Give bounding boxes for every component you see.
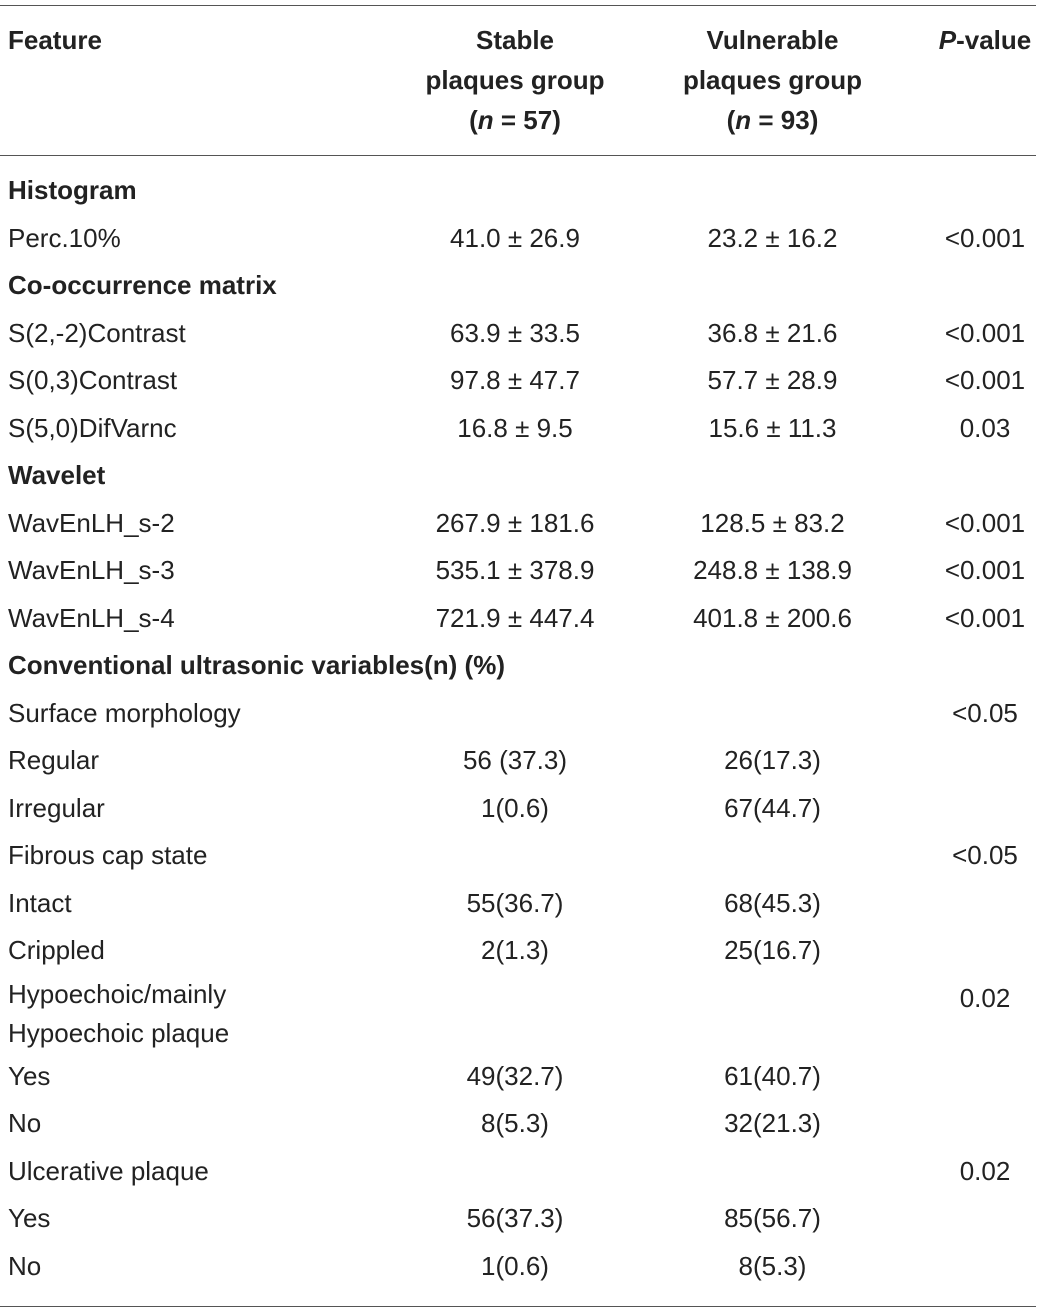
- row-label: Crippled: [8, 935, 105, 965]
- vulnerable-cell: 57.7 ± 28.9: [707, 365, 838, 395]
- row-label: Yes: [8, 1060, 51, 1091]
- p-value-cell: 0.02: [959, 1155, 1011, 1186]
- table-row: [0, 1195, 1042, 1243]
- header-stable-line2: plaques group: [425, 65, 605, 95]
- stable-cell: 56 (37.3): [462, 745, 568, 775]
- row-label: No: [8, 1250, 42, 1281]
- vulnerable-cell: 8(5.3): [738, 1250, 807, 1281]
- section-label: Co-occurrence matrix: [8, 270, 277, 300]
- table-row: [0, 310, 1042, 358]
- section-label: Wavelet: [8, 460, 106, 490]
- section-row: [0, 642, 1042, 690]
- stable-cell: 721.9 ± 447.4: [435, 602, 595, 633]
- row-label: WavEnLH_s-2: [8, 507, 175, 538]
- vulnerable-cell: 68(45.3): [724, 887, 821, 918]
- table-row: [0, 1100, 1042, 1148]
- table-row: [0, 1148, 1042, 1196]
- row-label: Perc.10%: [8, 222, 121, 253]
- p-value-cell: 0.03: [959, 412, 1011, 443]
- p-value-cell: <0.001: [944, 602, 1026, 633]
- header-vulnerable: [650, 20, 895, 140]
- stable-cell: 8(5.3): [481, 1108, 549, 1138]
- row-label: S(0,3)Contrast: [8, 365, 178, 395]
- header-vulnerable-line2: plaques group: [682, 65, 863, 95]
- section-row: [0, 167, 1042, 215]
- table-row: [0, 737, 1042, 785]
- row-label: S(5,0)DifVarnc: [8, 412, 177, 443]
- bottom-rule: [0, 1306, 1036, 1307]
- row-label: Regular: [8, 745, 100, 775]
- stable-cell: 97.8 ± 47.7: [450, 365, 580, 395]
- stable-cell: 535.1 ± 378.9: [435, 555, 595, 585]
- vulnerable-cell: 26(17.3): [724, 745, 821, 775]
- row-label: Surface morphology: [8, 697, 241, 728]
- stable-cell: 49(32.7): [466, 1060, 564, 1091]
- p-value-cell: <0.001: [944, 555, 1026, 585]
- stable-cell: 55(36.7): [466, 887, 564, 918]
- table-row: [0, 357, 1042, 405]
- table-row: [0, 215, 1042, 263]
- header-vulnerable-line1: Vulnerable: [706, 25, 839, 55]
- stable-cell: 56(37.3): [466, 1203, 564, 1233]
- header-stable-n: (n = 57): [469, 105, 561, 135]
- row-label-line2: Hypoechoic plaque: [8, 1017, 230, 1048]
- table-row: [0, 785, 1042, 833]
- header-p-value: P-value: [938, 25, 1032, 55]
- header-feature: Feature: [8, 25, 102, 55]
- vulnerable-cell: 401.8 ± 200.6: [693, 602, 852, 633]
- vulnerable-cell: 85(56.7): [724, 1203, 821, 1233]
- section-row: [0, 262, 1042, 310]
- vulnerable-cell: 23.2 ± 16.2: [707, 222, 838, 253]
- vulnerable-cell: 36.8 ± 21.6: [707, 317, 838, 348]
- header-vulnerable-n: (n = 93): [726, 105, 819, 135]
- vulnerable-cell: 128.5 ± 83.2: [700, 507, 845, 538]
- row-label: Irregular: [8, 792, 105, 823]
- row-label: Yes: [8, 1203, 51, 1233]
- row-label: WavEnLH_s-4: [8, 602, 175, 633]
- table-row: [0, 500, 1042, 548]
- row-label: S(2,-2)Contrast: [8, 317, 186, 348]
- header-rule: [0, 155, 1036, 156]
- table-row: [0, 1243, 1042, 1291]
- row-label: Ulcerative plaque: [8, 1155, 209, 1186]
- table-row: [0, 880, 1042, 928]
- p-value-cell: <0.05: [952, 840, 1018, 870]
- section-label: Histogram: [8, 175, 137, 205]
- vulnerable-cell: 15.6 ± 11.3: [708, 412, 837, 443]
- row-label: No: [8, 1108, 42, 1138]
- row-label: Fibrous cap state: [8, 840, 208, 870]
- p-value-cell: <0.001: [944, 222, 1026, 253]
- p-value-cell: <0.001: [944, 317, 1026, 348]
- stable-cell: 41.0 ± 26.9: [450, 222, 580, 253]
- row-label: WavEnLH_s-3: [8, 555, 175, 585]
- p-value-cell: <0.001: [944, 507, 1026, 538]
- table-row: [0, 1053, 1042, 1101]
- vulnerable-cell: 248.8 ± 138.9: [693, 555, 852, 585]
- table-row: [0, 595, 1042, 643]
- table-row: [0, 547, 1042, 595]
- stable-cell: 2(1.3): [481, 935, 549, 965]
- vulnerable-cell: 25(16.7): [724, 935, 821, 965]
- header-stable: [395, 20, 635, 140]
- table-row: [0, 975, 1042, 1053]
- stable-cell: 63.9 ± 33.5: [450, 317, 580, 348]
- table-row: [0, 405, 1042, 453]
- vulnerable-cell: 32(21.3): [724, 1108, 821, 1138]
- table-row: [0, 690, 1042, 738]
- vulnerable-cell: 61(40.7): [724, 1060, 821, 1091]
- top-rule: [0, 5, 1036, 6]
- row-label: Intact: [8, 887, 72, 918]
- p-value-cell: 0.02: [959, 982, 1011, 1013]
- row-label-line1: Hypoechoic/mainly: [8, 978, 227, 1009]
- row-label: [8, 975, 229, 1053]
- stable-cell: 1(0.6): [481, 792, 549, 823]
- table-row: [0, 927, 1042, 975]
- section-label: Conventional ultrasonic variables(n) (%): [8, 650, 505, 680]
- stable-cell: 267.9 ± 181.6: [435, 507, 595, 538]
- vulnerable-cell: 67(44.7): [724, 792, 821, 823]
- stable-cell: 16.8 ± 9.5: [457, 412, 573, 443]
- section-row: [0, 452, 1042, 500]
- header-stable-line1: Stable: [475, 25, 555, 55]
- p-value-cell: <0.001: [944, 365, 1026, 395]
- stable-cell: 1(0.6): [481, 1250, 549, 1281]
- table-row: [0, 832, 1042, 880]
- p-value-cell: <0.05: [952, 697, 1018, 728]
